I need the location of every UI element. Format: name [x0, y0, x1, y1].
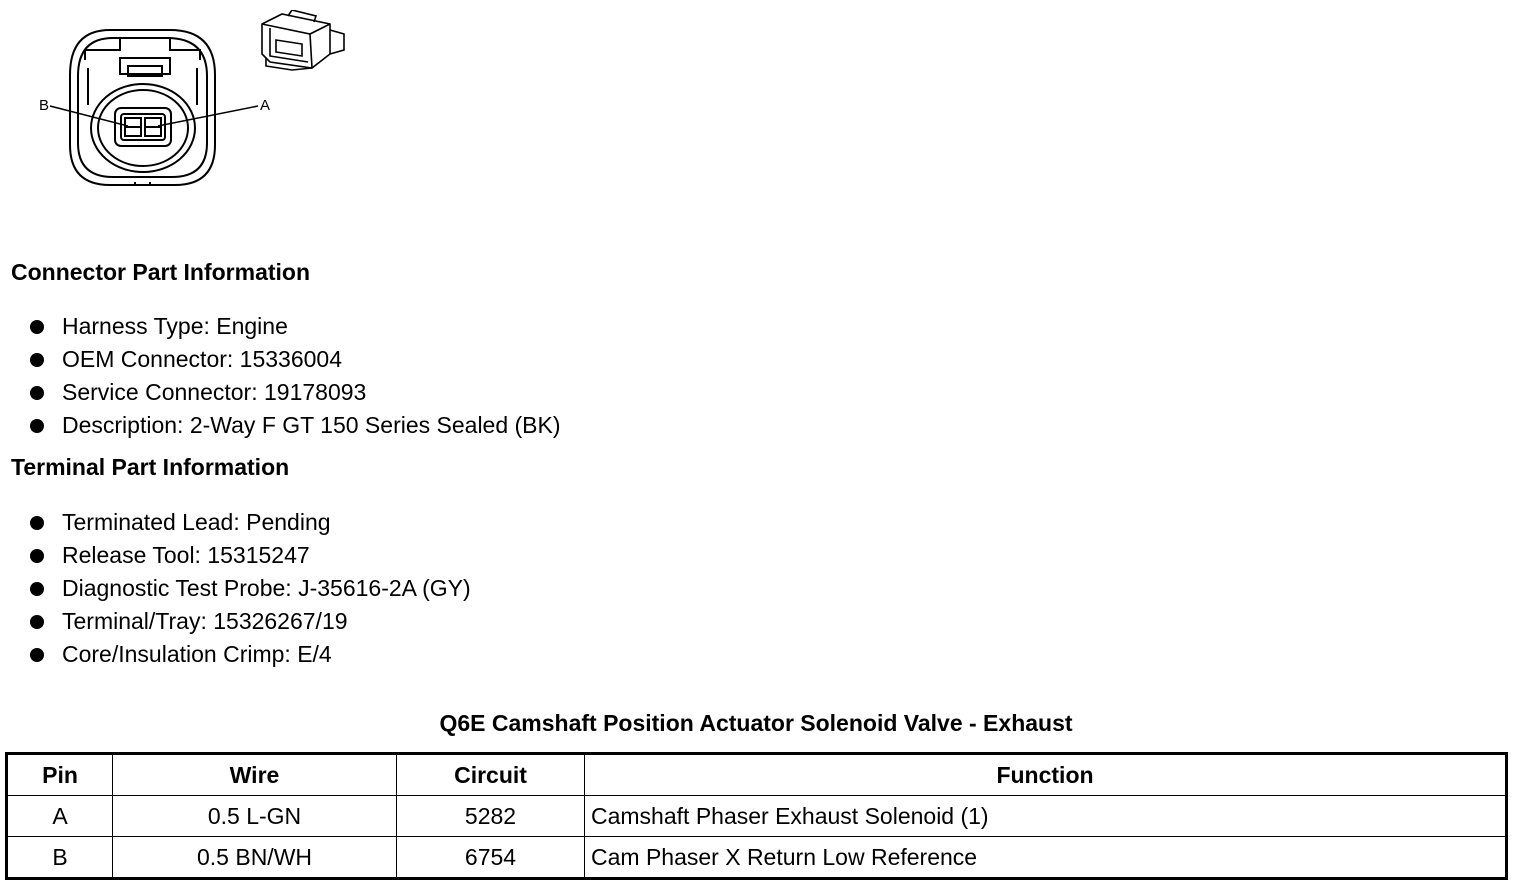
bullet-icon: [30, 615, 44, 629]
pin-label-a: A: [260, 97, 271, 114]
cell-pin: A: [7, 796, 113, 837]
cell-function: Camshaft Phaser Exhaust Solenoid (1): [585, 796, 1507, 837]
bullet-icon: [30, 516, 44, 530]
bullet-icon: [30, 353, 44, 367]
cell-circuit: 6754: [397, 837, 585, 879]
column-header-circuit: Circuit: [397, 754, 585, 796]
terminal-info-heading: Terminal Part Information: [11, 454, 290, 480]
column-header-function: Function: [585, 754, 1507, 796]
column-header-wire: Wire: [113, 754, 397, 796]
table-title: Q6E Camshaft Position Actuator Solenoid Valve - Exhaust: [439, 710, 1073, 736]
cell-circuit: 5282: [397, 796, 585, 837]
list-item: Terminal/Tray: 15326267/19: [28, 605, 471, 638]
isometric-connector-icon: [262, 10, 344, 70]
table-row: [7, 796, 1507, 837]
connector-diagram: [30, 10, 370, 200]
list-item: Core/Insulation Crimp: E/4: [28, 638, 471, 671]
bullet-icon: [30, 419, 44, 433]
column-header-pin: Pin: [7, 754, 113, 796]
connector-info-heading: Connector Part Information: [11, 259, 311, 285]
cell-function: Cam Phaser X Return Low Reference: [585, 837, 1507, 879]
table-header-row: [7, 754, 1507, 796]
pinout-table: [5, 752, 1508, 880]
list-item: Service Connector: 19178093: [28, 376, 561, 409]
connector-info-list: [28, 310, 561, 442]
bullet-icon: [30, 648, 44, 662]
list-item: Harness Type: Engine: [28, 310, 561, 343]
pin-label-b: B: [39, 97, 50, 114]
bullet-icon: [30, 549, 44, 563]
list-item: Diagnostic Test Probe: J-35616-2A (GY): [28, 572, 471, 605]
cell-wire: 0.5 BN/WH: [113, 837, 397, 879]
cell-wire: 0.5 L-GN: [113, 796, 397, 837]
list-item: Description: 2-Way F GT 150 Series Sealed (BK): [28, 409, 561, 442]
table-row: [7, 837, 1507, 879]
list-item: OEM Connector: 15336004: [28, 343, 561, 376]
bullet-icon: [30, 386, 44, 400]
list-item: Terminated Lead: Pending: [28, 506, 471, 539]
terminal-info-list: [28, 506, 471, 671]
list-item: Release Tool: 15315247: [28, 539, 471, 572]
bullet-icon: [30, 320, 44, 334]
cell-pin: B: [7, 837, 113, 879]
bullet-icon: [30, 582, 44, 596]
